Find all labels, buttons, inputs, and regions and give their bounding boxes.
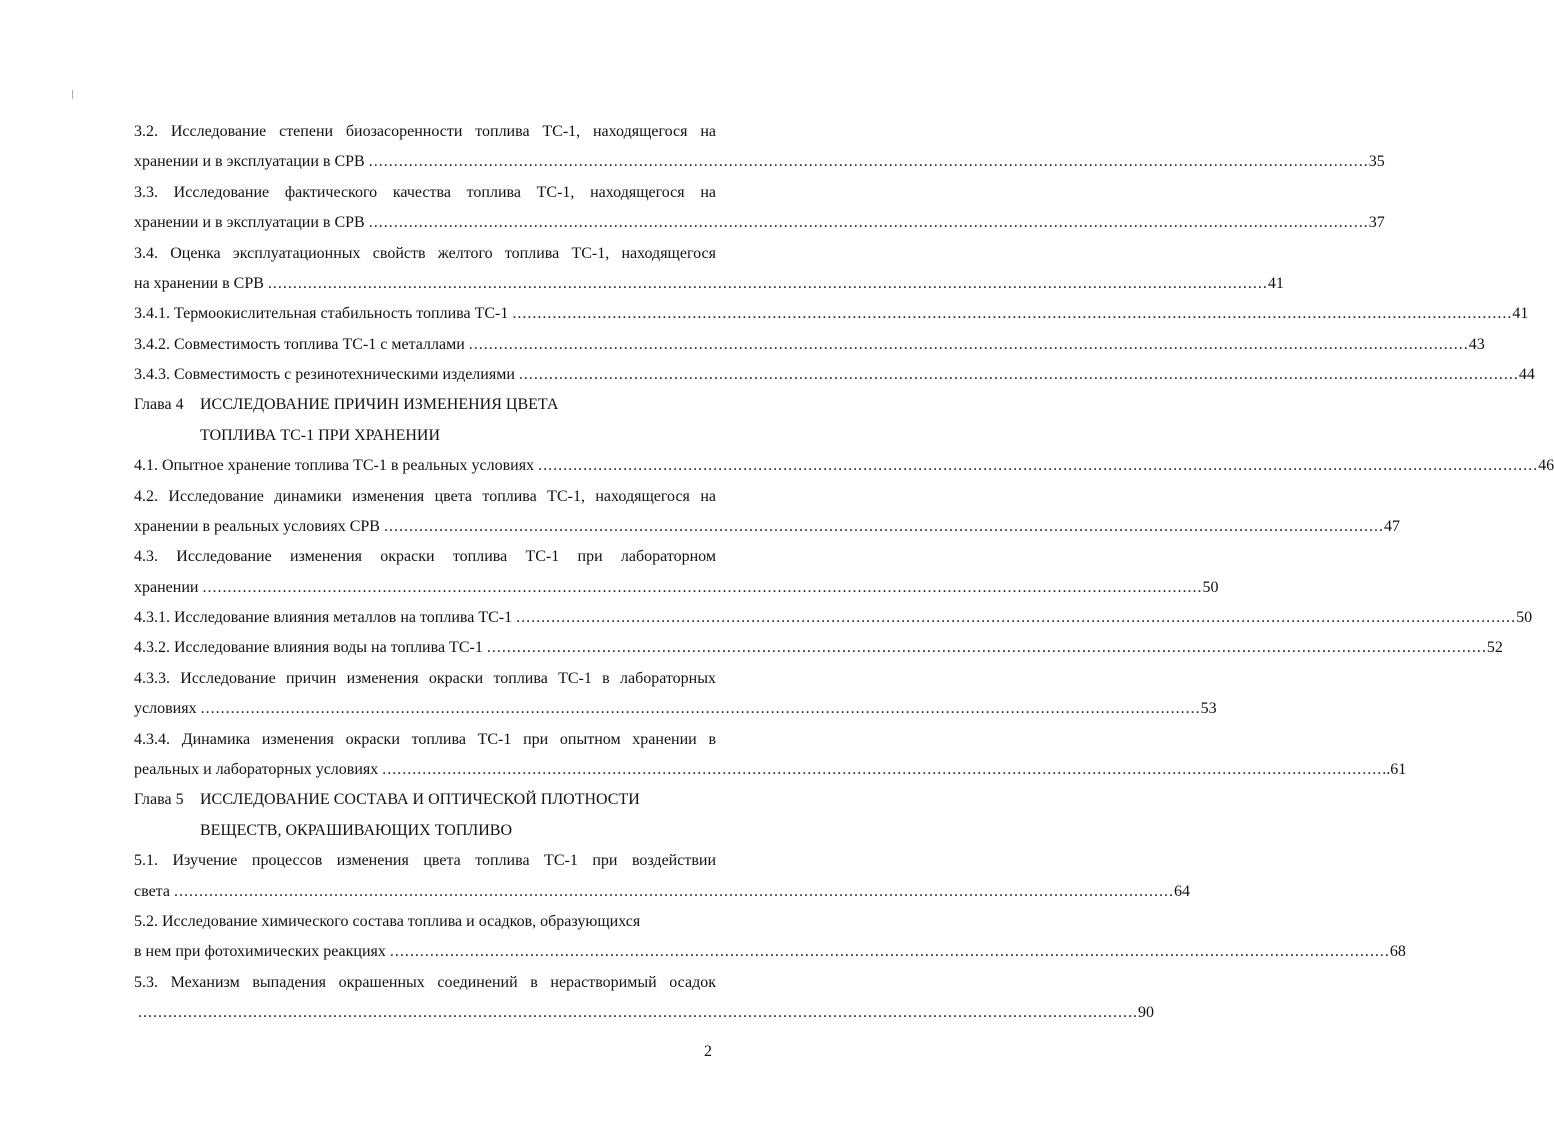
toc-entry-text: 3.4.2. Совместимость топлива ТС-1 с металлами [134,335,465,353]
chapter-heading [134,394,716,416]
toc-page-number: 68 [1389,943,1406,961]
toc-page-number: 41 [1512,305,1529,323]
toc-line: 4.2. Исследование динамики изменения цвета топлива ТС-1, находящегося на [134,487,716,505]
toc-entry-text: 4.3.2. Исследование влияния воды на топлива ТС-1 [134,639,483,657]
dot-leader: ........................................................................................................................................................................................................ [383,517,1384,535]
dot-leader: ........................................................................................................................................................................................................ [368,214,1369,232]
dot-leader: ........................................................................................................................................................................................................ [200,700,1201,718]
toc-line: 3.3. Исследование фактического качества топлива ТС-1, находящегося на [134,183,716,201]
toc-entry-line [134,364,1535,386]
toc-entry-text: хранении и в эксплуатации в СРВ [134,153,365,171]
toc-line: 5.3. Механизм выпадения окрашенных соединений в нерастворимый осадок [134,973,716,991]
toc-entry-text: хранении и в эксплуатации в СРВ [134,214,365,232]
toc-entry-text: на хранении в СРВ [134,274,264,292]
toc-entry-line [134,1002,1154,1024]
toc-entry-line [134,698,1217,720]
toc-entry-text: 3.4.3. Совместимость с резинотехническими изделиями [134,366,515,384]
toc-page-number: 43 [1468,335,1485,353]
toc-entry-text: в нем при фотохимических реакциях [134,943,386,961]
toc-entry-line [134,455,1554,477]
dot-leader: ........................................................................................................................................................................................................ [468,335,1469,353]
dot-leader: ........................................................................................................................................................................................................ [486,639,1487,657]
chapter-title: ИССЛЕДОВАНИЕ СОСТАВА И ОПТИЧЕСКОЙ ПЛОТНОСТИ [200,791,640,809]
toc-entry-line [134,577,1219,599]
toc-entry-text: условиях [134,700,197,718]
toc-page-number: 52 [1486,639,1503,657]
toc-entry-text: хранении [134,578,199,596]
dot-leader: ........................................................................................................................................................................................................ [389,943,1390,961]
toc-entry-line [134,151,1385,173]
dot-leader: ........................................................................................................................................................................................................ [202,578,1203,596]
dot-leader: ........................................................................................................................................................................................................ [382,760,1383,778]
toc-page-number: 53 [1200,700,1217,718]
dot-leader: ........................................................................................................................................................................................................ [267,274,1268,292]
chapter-heading [134,789,716,811]
dot-leader: ........................................................................................................................................................................................................ [173,882,1174,900]
toc-entry-text: хранении в реальных условиях СРВ [134,517,380,535]
toc-entry-line [134,516,1400,538]
toc-entry-line [134,637,1503,659]
scan-mark [72,90,73,99]
toc-entry-line [134,941,1406,963]
toc-line: 5.2. Исследование химического состава топлива и осадков, образующихся [134,912,641,930]
toc-page-number: 37 [1368,214,1385,232]
toc-entry-line [134,212,1385,234]
toc-page-number: 35 [1368,153,1385,171]
dot-leader: ........................................................................................................................................................................................................ [538,457,1539,475]
toc-entry-line [134,759,1407,781]
toc-line: 4.3. Исследование изменения окраски топлива ТС-1 при лабораторном [134,548,716,566]
toc-entry-text: света [134,882,170,900]
dot-leader: ........................................................................................................................................................................................................ [518,366,1519,384]
chapter-title-continuation: ВЕЩЕСТВ, ОКРАШИВАЮЩИХ ТОПЛИВО [200,821,513,839]
dot-leader: ........................................................................................................................................................................................................ [138,1004,1138,1022]
toc-page-number: 41 [1267,274,1284,292]
toc-line: 4.3.3. Исследование причин изменения окраски топлива ТС-1 в лабораторных [134,669,716,687]
toc-entry-line [134,607,1533,629]
chapter-label: Глава 5 [134,791,184,809]
chapter-title-continuation: ТОПЛИВА ТС-1 ПРИ ХРАНЕНИИ [200,426,441,444]
toc-page-number: 64 [1173,882,1190,900]
toc-page-number: 47 [1383,517,1400,535]
dot-leader: ........................................................................................................................................................................................................ [368,153,1369,171]
toc-page-number: 90 [1138,1004,1154,1022]
chapter-label: Глава 4 [134,396,184,414]
chapter-title: ИССЛЕДОВАНИЕ ПРИЧИН ИЗМЕНЕНИЯ ЦВЕТА [200,396,559,414]
toc-entry-line [134,881,1190,903]
toc-entry-line [134,334,1485,356]
page-number: 2 [704,1043,712,1060]
toc-line: 4.3.4. Динамика изменения окраски топлива ТС-1 при опытном хранении в [134,730,716,748]
dot-leader: ........................................................................................................................................................................................................ [516,609,1517,627]
toc-page-number: 50 [1516,609,1533,627]
toc-page-number: 44 [1518,366,1535,384]
toc-line: 3.2. Исследование степени биозасоренности топлива ТС-1, находящегося на [134,123,716,140]
toc-page-number: ..61 [1382,760,1407,778]
toc-line: 5.1. Изучение процессов изменения цвета топлива ТС-1 при воздействии [134,852,716,870]
dot-leader: ........................................................................................................................................................................................................ [512,305,1513,323]
toc-page-number: 50 [1202,578,1219,596]
toc-entry-line [134,303,1529,325]
toc-line: 3.4. Оценка эксплуатационных свойств желтого топлива ТС-1, находящегося [134,244,716,262]
toc-entry-text: 3.4.1. Термоокислительная стабильность топлива ТС-1 [134,305,509,323]
toc-page-number: 46 [1538,457,1554,475]
toc-entry-text: 4.1. Опытное хранение топлива ТС-1 в реальных условиях [134,457,535,475]
toc-entry-text: реальных и лабораторных условиях [134,760,379,778]
toc-entry-text: 4.3.1. Исследование влияния металлов на топлива ТС-1 [134,609,513,627]
toc-entry-line [134,273,1284,295]
